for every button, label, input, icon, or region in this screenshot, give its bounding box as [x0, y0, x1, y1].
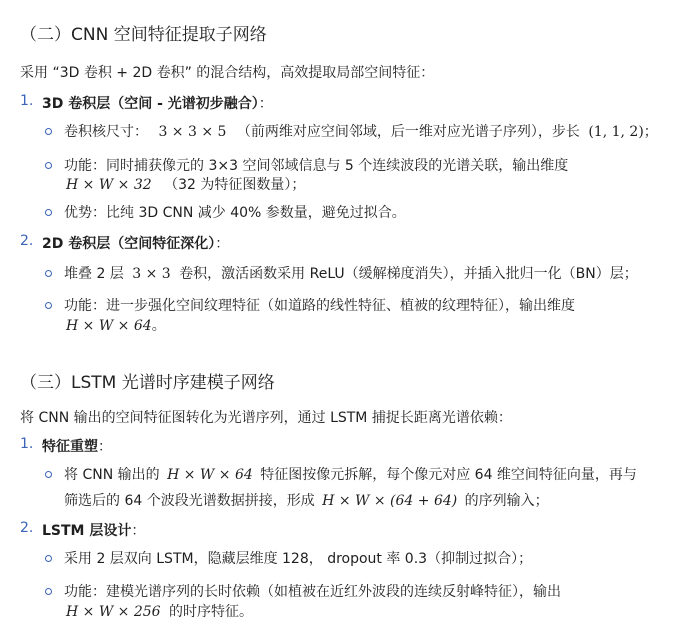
math-expression: 3 × 3 × 5	[158, 124, 227, 140]
list-item-title	[42, 520, 145, 540]
section-intro: 将 CNN 输出的空间特征图转化为光谱序列，通过 LSTM 捕捉长距离光谱依赖：	[20, 410, 512, 426]
list-item: 功能：进一步强化空间纹理特征（如道路的线性特征、植被的纹理特征），输出维度	[64, 298, 575, 314]
list-item: 采用 2 层双向 LSTM，隐藏层维度 128， dropout 率 0.3（抑制过拟合）；	[64, 551, 533, 567]
math-expression: H × W × 32	[66, 177, 152, 193]
item-title-suffix: ：	[258, 96, 273, 112]
item-title-text: 特征重塑	[42, 439, 98, 455]
math-expression: H × W × (64 + 64)	[322, 493, 458, 509]
bullet-icon	[45, 555, 52, 562]
bullet-icon	[45, 270, 52, 277]
text: 筛选后的 64 个波段光谱数据拼接，形成	[64, 493, 315, 509]
list-item	[64, 464, 637, 484]
bullet-icon	[45, 588, 52, 595]
list-number: 2.	[20, 520, 34, 536]
list-item	[64, 121, 658, 141]
math-expression: H × W × 64	[167, 467, 253, 483]
text: 的时序特征。	[169, 604, 254, 620]
bullet-icon	[45, 209, 52, 216]
text: 卷积核尺寸：	[64, 124, 148, 140]
item-title-suffix: ：	[98, 439, 112, 455]
item-title-text: 2D 卷积层（空间特征深化）	[42, 236, 216, 252]
list-item-title	[42, 436, 112, 456]
list-item	[64, 263, 638, 283]
section-intro: 采用 “3D 卷积 + 2D 卷积” 的混合结构，高效提取局部空间特征：	[20, 65, 435, 81]
list-number: 1.	[20, 436, 34, 452]
list-item: 优势：比纯 3D CNN 减少 40% 参数量，避免过拟合。	[64, 205, 406, 221]
text: （前两维对应空间邻域，后一维对应光谱子序列），步长	[236, 124, 580, 140]
text: 的序列输入；	[464, 493, 549, 509]
item-title-suffix: ：	[215, 236, 230, 252]
list-item-continuation	[64, 490, 549, 510]
list-number: 2.	[20, 233, 34, 249]
list-item-title	[42, 93, 273, 113]
item-title-suffix: ：	[131, 523, 146, 539]
text: （32 为特征图数量）；	[164, 177, 306, 193]
list-item-continuation	[66, 601, 253, 621]
text: 堆叠 2 层	[64, 266, 124, 282]
text: 将 CNN 输出的	[64, 467, 160, 483]
math-expression: H × W × 64	[66, 318, 152, 334]
section-heading: （二）CNN 空间特征提取子网络	[20, 25, 267, 45]
list-number: 1.	[20, 93, 34, 109]
math-expression: 3 × 3	[132, 266, 171, 282]
list-item-title	[42, 233, 229, 253]
list-item: 功能：建模光谱序列的长时依赖（如植被在近红外波段的连续反射峰特征），输出	[64, 584, 561, 600]
list-item-continuation	[66, 315, 166, 335]
math-expression: (1, 1, 2)	[588, 124, 644, 140]
text: ；	[643, 124, 658, 140]
section-heading: （三）LSTM 光谱时序建模子网络	[20, 373, 275, 393]
text: 卷积，激活函数采用 ReLU（缓解梯度消失），并插入批归一化（BN）层；	[179, 266, 638, 282]
item-title-text: LSTM 层设计	[42, 523, 132, 539]
bullet-icon	[45, 128, 52, 135]
bullet-icon	[45, 471, 52, 478]
list-item: 功能：同时捕获像元的 3×3 空间邻域信息与 5 个连续波段的光谱关联，输出维度	[64, 158, 569, 174]
math-expression: H × W × 256	[66, 604, 161, 620]
text: 。	[151, 318, 166, 334]
text: 特征图按像元拆解，每个像元对应 64 维空间特征向量，再与	[260, 467, 637, 483]
bullet-icon	[45, 162, 52, 169]
list-item-continuation	[66, 174, 305, 194]
bullet-icon	[45, 302, 52, 309]
item-title-text: 3D 卷积层（空间 - 光谱初步融合）	[42, 96, 259, 112]
